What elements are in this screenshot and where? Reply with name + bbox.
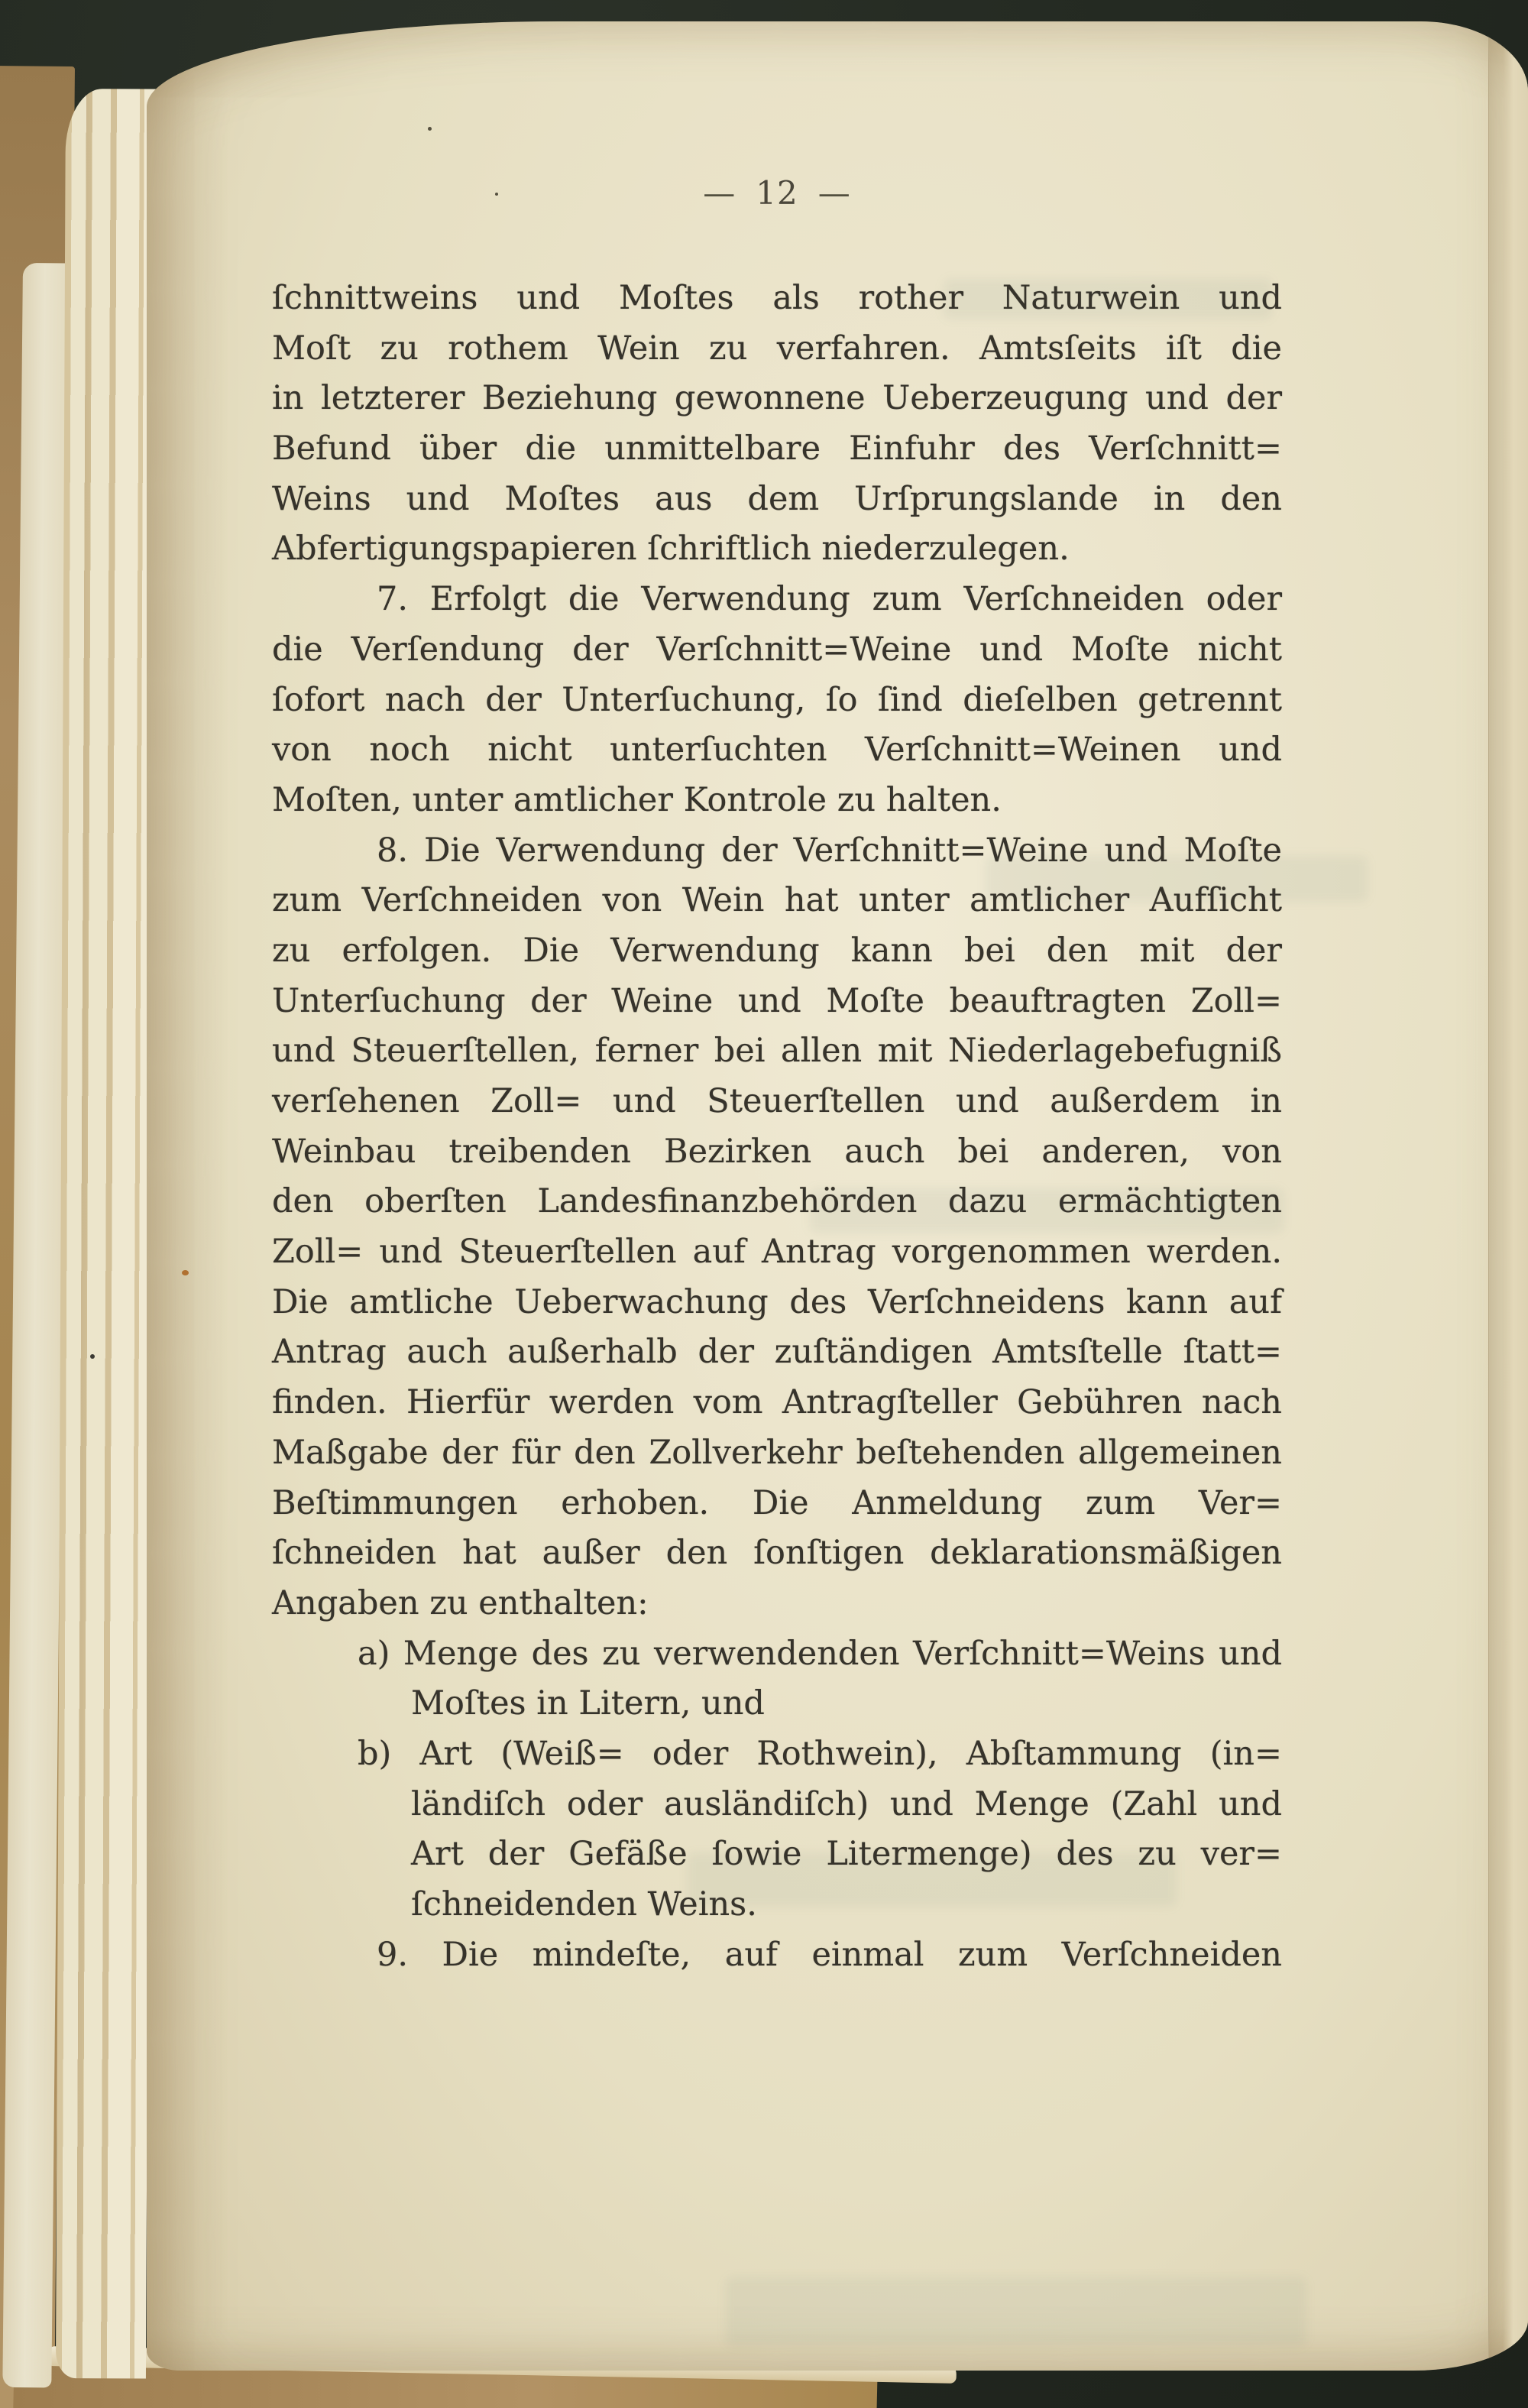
text-line-paragraph-9: 9. Die mindeſte, auf einmal zum Verſchneiden	[377, 1935, 1282, 1974]
page-edges-stack	[56, 89, 156, 2378]
text-line: Maßgabe der für den Zollverkehr beſtehenden allgemeinen	[272, 1433, 1282, 1472]
text-line: den oberſten Landesfinanzbehörden dazu ermächtigten	[272, 1182, 1282, 1221]
text-line-list-item-b: b) Art (Weiß= oder Rothwein), Abſtammung (in=	[358, 1734, 1282, 1773]
text-line: Beſtimmungen erhoben. Die Anmeldung zum Ver=	[272, 1483, 1282, 1522]
page-number-dash: —	[703, 174, 736, 212]
text-line: Die amtliche Ueberwachung des Verſchneidens kann auf	[272, 1282, 1282, 1321]
text-line: zum Verſchneiden von Wein hat unter amtlicher Aufſicht	[272, 881, 1282, 920]
text-line: Moſt zu rothem Wein zu verfahren. Amtsſeits iſt die	[272, 329, 1282, 368]
text-line: Zoll= und Steuerſtellen auf Antrag vorgenommen werden.	[272, 1233, 1282, 1272]
text-line: ſchneiden hat außer den ſonſtigen deklarationsmäßigen	[272, 1534, 1282, 1573]
text-line: verſehenen Zoll= und Steuerſtellen und außerdem in	[272, 1082, 1282, 1120]
paper-speck	[428, 127, 432, 131]
text-line: ſofort nach der Unterſuchung, ſo ſind dieſelben getrennt	[272, 680, 1282, 719]
page-number	[272, 167, 1282, 220]
text-line: Antrag auch außerhalb der zuſtändigen Amtsſtelle ſtatt=	[272, 1333, 1282, 1372]
text-block	[272, 274, 1282, 2031]
text-line-paragraph-7: 7. Erfolgt die Verwendung zum Verſchneiden oder	[377, 580, 1282, 619]
text-line: in letzterer Beziehung gewonnene Ueberzeugung und der	[272, 379, 1282, 418]
text-line: ländiſch oder ausländiſch) und Menge (Zahl und	[411, 1784, 1282, 1823]
text-line-paragraph-8: 8. Die Verwendung der Verſchnitt=Weine und Moſte	[377, 831, 1282, 870]
text-line: zu erfolgen. Die Verwendung kann bei den mit der	[272, 931, 1282, 970]
text-line: Angaben zu enthalten:	[272, 1583, 649, 1622]
text-line: ſchneidenden Weins.	[411, 1885, 757, 1923]
text-line: Moſten, unter amtlicher Kontrole zu halten.	[272, 780, 1002, 819]
gutter-shadow	[147, 21, 238, 2371]
text-line: und Steuerſtellen, ferner bei allen mit Niederlagebefugniß	[272, 1032, 1282, 1071]
text-line-list-item-a: a) Menge des zu verwendenden Verſchnitt=Weins und	[358, 1634, 1282, 1673]
text-line: Moſtes in Litern, und	[411, 1684, 765, 1723]
fore-edge	[1488, 21, 1528, 2371]
text-line: Weinbau treibenden Bezirken auch bei anderen, von	[272, 1132, 1282, 1171]
paper-speck	[182, 1270, 189, 1275]
paper-speck	[90, 1354, 95, 1359]
text-line: finden. Hierfür werden vom Antragſteller Gebühren nach	[272, 1383, 1282, 1422]
show-through-ghost	[726, 2277, 1306, 2346]
text-line: Befund über die unmittelbare Einfuhr des Verſchnitt=	[272, 429, 1282, 468]
page-number-value: 12	[756, 174, 798, 212]
text-line: die Verſendung der Verſchnitt=Weine und Moſte nicht	[272, 630, 1282, 669]
text-line: Weins und Moſtes aus dem Urſprungslande in den	[272, 479, 1282, 518]
text-line: Art der Gefäße ſowie Litermenge) des zu ver=	[411, 1835, 1282, 1874]
page-number-dash: —	[817, 174, 851, 212]
text-line: Abfertigungspapieren ſchriftlich niederzulegen.	[272, 530, 1070, 569]
text-line: Unterſuchung der Weine und Moſte beauftragten Zoll=	[272, 981, 1282, 1020]
text-line: ſchnittweins und Moſtes als rother Naturwein und	[272, 279, 1282, 317]
text-line: von noch nicht unterſuchten Verſchnitt=Weinen und	[272, 731, 1282, 770]
